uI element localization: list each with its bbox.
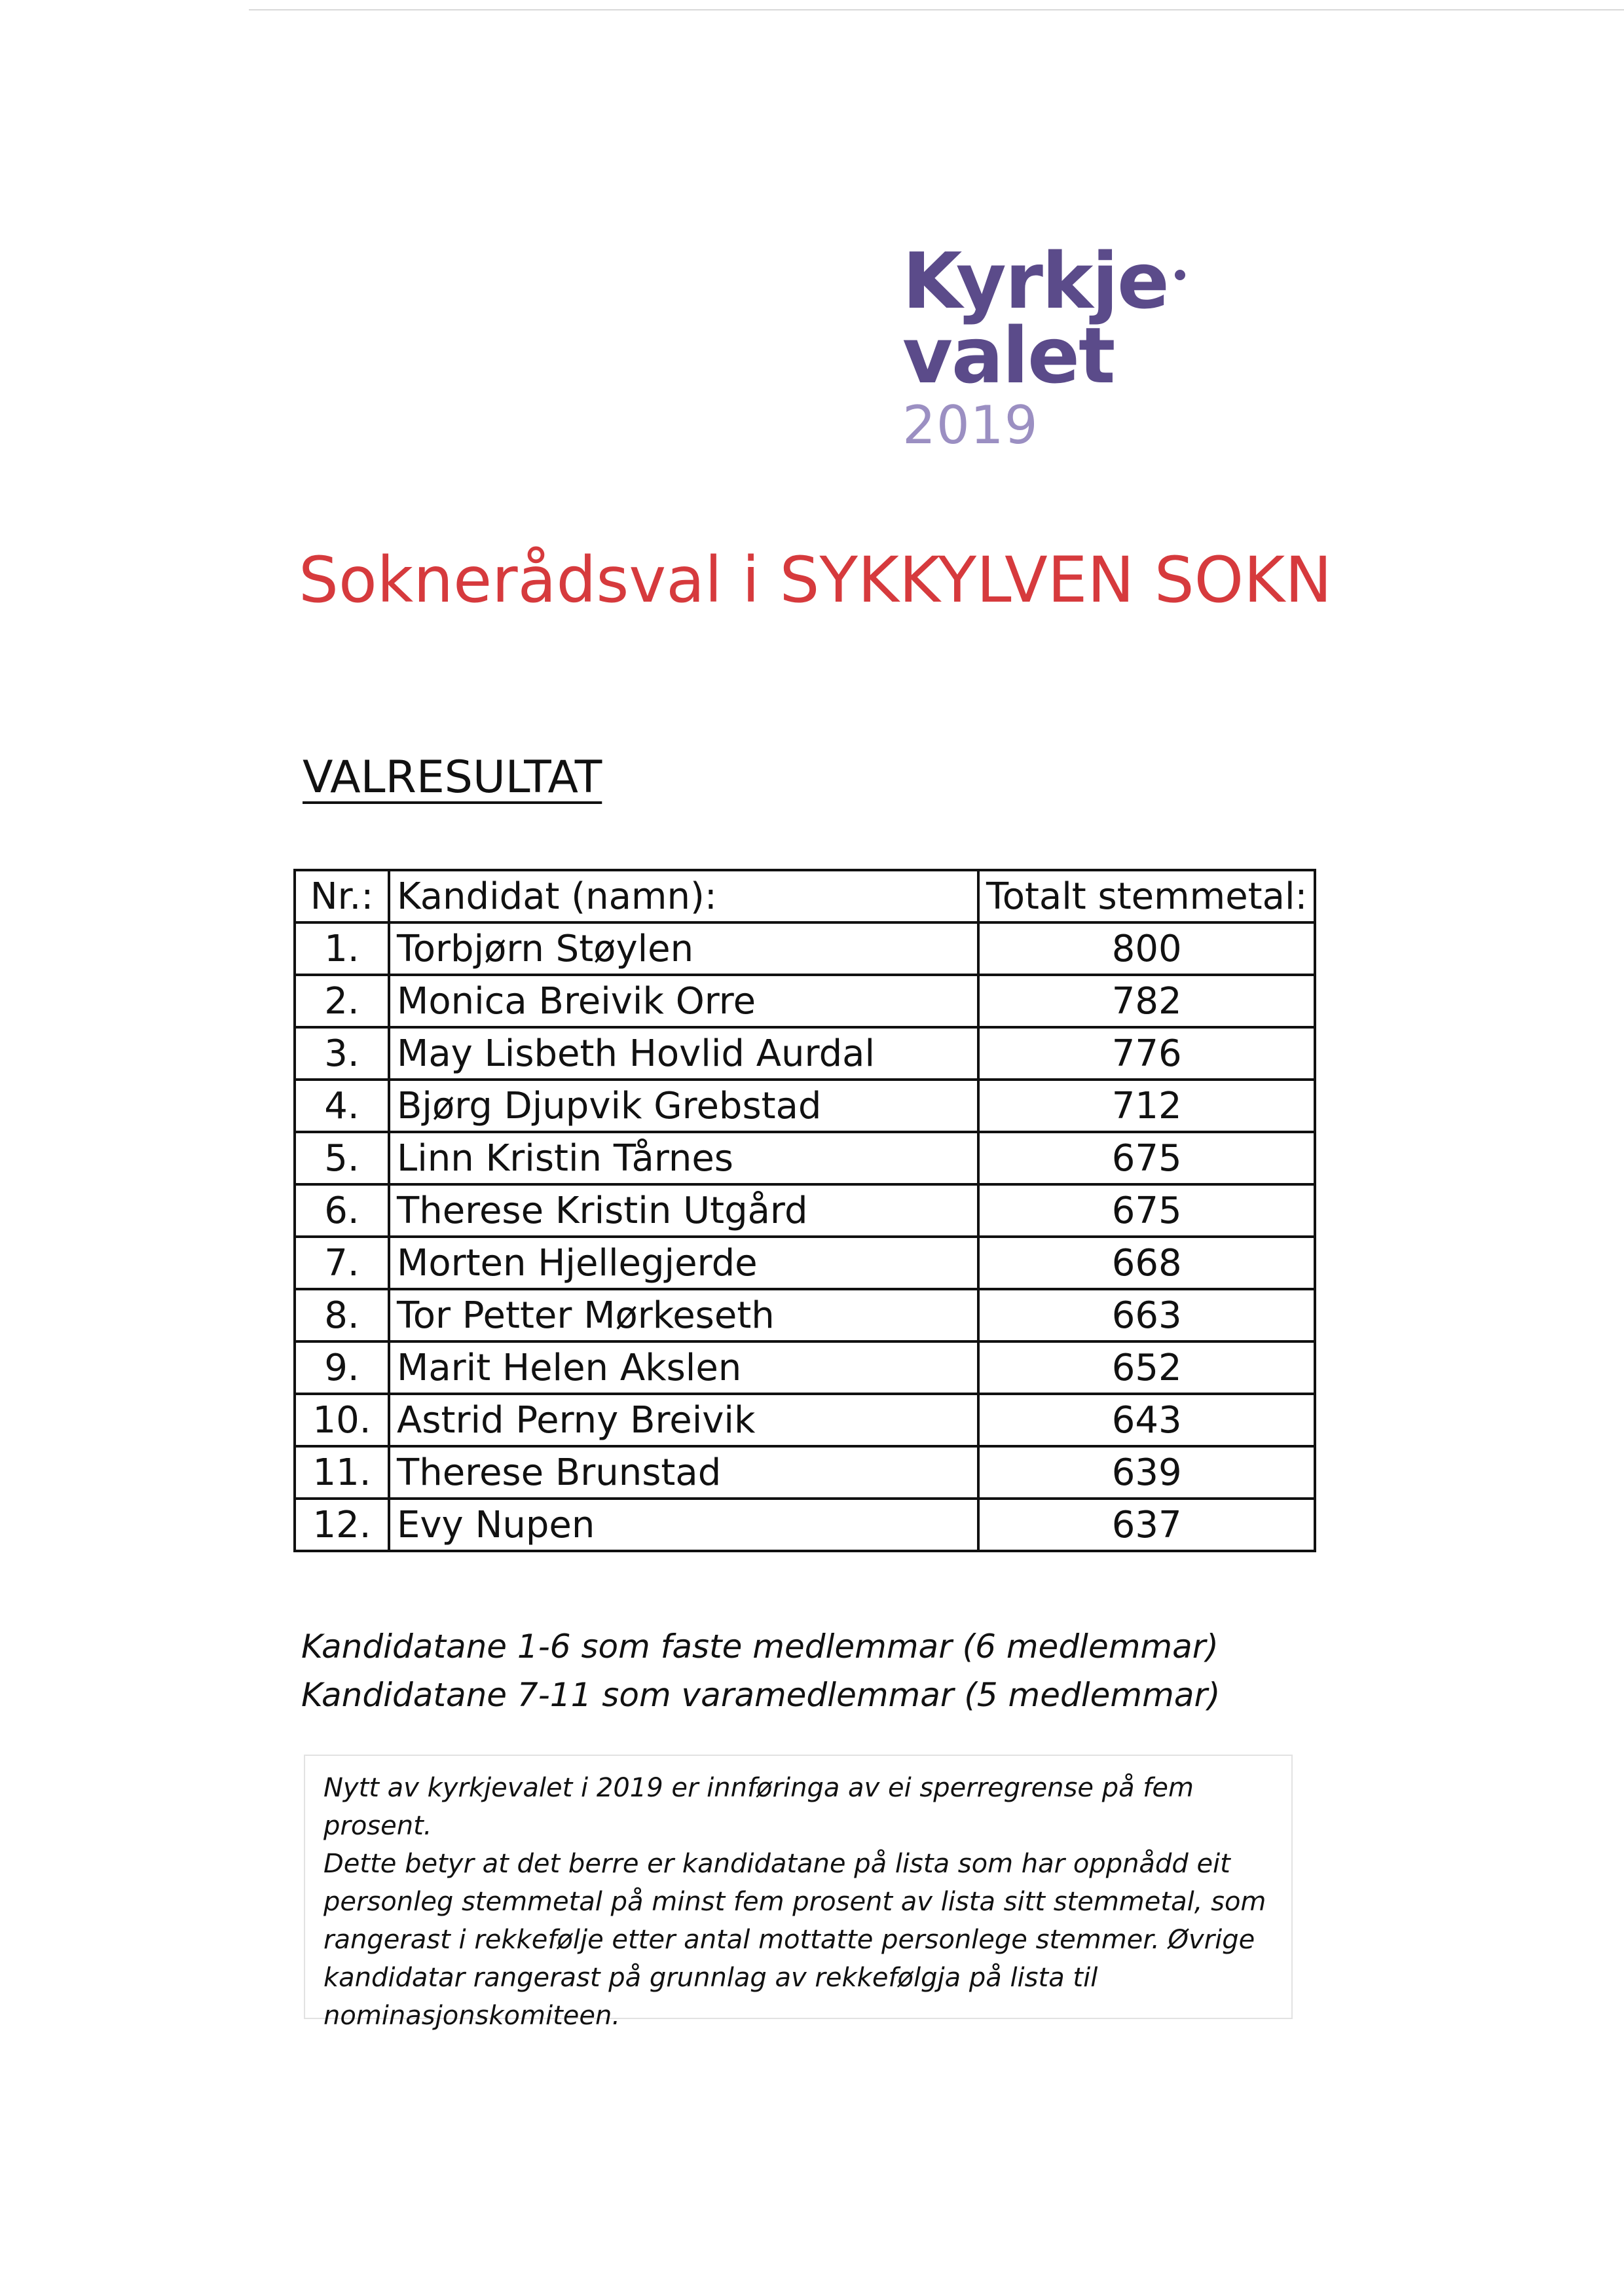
- section-heading: VALRESULTAT: [303, 752, 602, 803]
- table-row: [295, 1394, 1315, 1446]
- scan-edge-line: [249, 9, 1624, 10]
- logo-year: 2019: [902, 395, 1039, 456]
- cell-votes: 652: [978, 1341, 1315, 1394]
- cell-name: Therese Brunstad: [389, 1446, 978, 1499]
- info-line: Nytt av kyrkjevalet i 2019 er innføringa av ei sperregrense på fem prosent.: [323, 1773, 1194, 1841]
- table-row: [295, 1237, 1315, 1289]
- info-line: nominasjonskomiteen.: [323, 2001, 621, 2031]
- info-line: kandidatar rangerast på grunnlag av rekkefølgja på lista til: [323, 1963, 1098, 1993]
- note-regular-members: Kandidatane 1-6 som faste medlemmar (6 medlemmar): [301, 1628, 1219, 1666]
- info-line: rangerast i rekkefølje etter antal mottatte personlege stemmer. Øvrige: [323, 1925, 1255, 1955]
- cell-votes: 639: [978, 1446, 1315, 1499]
- cell-name: Morten Hjellegjerde: [389, 1237, 978, 1289]
- cell-votes: 675: [978, 1184, 1315, 1237]
- table-row: [295, 1446, 1315, 1499]
- table-row: [295, 1341, 1315, 1394]
- page-title: [0, 543, 1624, 617]
- cell-votes: 712: [978, 1080, 1315, 1132]
- membership-notes: [301, 1622, 1221, 1719]
- cell-nr: 8.: [295, 1289, 389, 1341]
- cell-name: Marit Helen Akslen: [389, 1341, 978, 1394]
- cell-votes: 800: [978, 922, 1315, 975]
- cell-votes: 776: [978, 1027, 1315, 1080]
- note-deputy-members: Kandidatane 7-11 som varamedlemmar (5 medlemmar): [301, 1676, 1221, 1714]
- cell-nr: 3.: [295, 1027, 389, 1080]
- cell-nr: 7.: [295, 1237, 389, 1289]
- cell-votes: 637: [978, 1499, 1315, 1551]
- header-candidate: Kandidat (namn):: [389, 870, 978, 922]
- cell-nr: 11.: [295, 1446, 389, 1499]
- cell-nr: 4.: [295, 1080, 389, 1132]
- table-row: [295, 1184, 1315, 1237]
- header-nr: Nr.:: [295, 870, 389, 922]
- table-header-row: [295, 870, 1315, 922]
- cell-nr: 2.: [295, 975, 389, 1027]
- table-row: [295, 922, 1315, 975]
- table-row: [295, 1289, 1315, 1341]
- table-row: [295, 975, 1315, 1027]
- cell-name: Monica Breivik Orre: [389, 975, 978, 1027]
- cell-nr: 12.: [295, 1499, 389, 1551]
- cell-nr: 1.: [295, 922, 389, 975]
- threshold-info-box: [304, 1755, 1293, 2031]
- cell-name: Evy Nupen: [389, 1499, 978, 1551]
- info-line: Dette betyr at det berre er kandidatane på lista som har oppnådd eit: [323, 1849, 1230, 1879]
- table-row: [295, 1080, 1315, 1132]
- results-table: [293, 869, 1316, 1552]
- table-row: [295, 1499, 1315, 1551]
- cell-nr: 5.: [295, 1132, 389, 1184]
- cell-votes: 643: [978, 1394, 1315, 1446]
- table-row: [295, 1027, 1315, 1080]
- cell-votes: 668: [978, 1237, 1315, 1289]
- header-votes: Totalt stemmetal:: [978, 870, 1315, 922]
- cell-votes: 663: [978, 1289, 1315, 1341]
- table-row: [295, 1132, 1315, 1184]
- cell-name: Tor Petter Mørkeseth: [389, 1289, 978, 1341]
- cell-name: Linn Kristin Tårnes: [389, 1132, 978, 1184]
- cell-name: Astrid Perny Breivik: [389, 1394, 978, 1446]
- cell-nr: 6.: [295, 1184, 389, 1237]
- cell-name: Therese Kristin Utgård: [389, 1184, 978, 1237]
- cell-votes: 782: [978, 975, 1315, 1027]
- kyrkjevalet-logo: [902, 236, 1185, 456]
- cell-name: Bjørg Djupvik Grebstad: [389, 1080, 978, 1132]
- info-line: personleg stemmetal på minst fem prosent av lista sitt stemmetal, som: [323, 1887, 1266, 1917]
- cell-name: Torbjørn Støylen: [389, 922, 978, 975]
- logo-line-1: Kyrkje: [902, 236, 1168, 326]
- cell-nr: 9.: [295, 1341, 389, 1394]
- logo-dot-icon: [1175, 270, 1185, 280]
- cell-nr: 10.: [295, 1394, 389, 1446]
- logo-line-2: valet: [902, 310, 1115, 401]
- cell-votes: 675: [978, 1132, 1315, 1184]
- page-title-text: Soknerådsval i SYKKYLVEN SOKN: [299, 543, 1332, 617]
- cell-name: May Lisbeth Hovlid Aurdal: [389, 1027, 978, 1080]
